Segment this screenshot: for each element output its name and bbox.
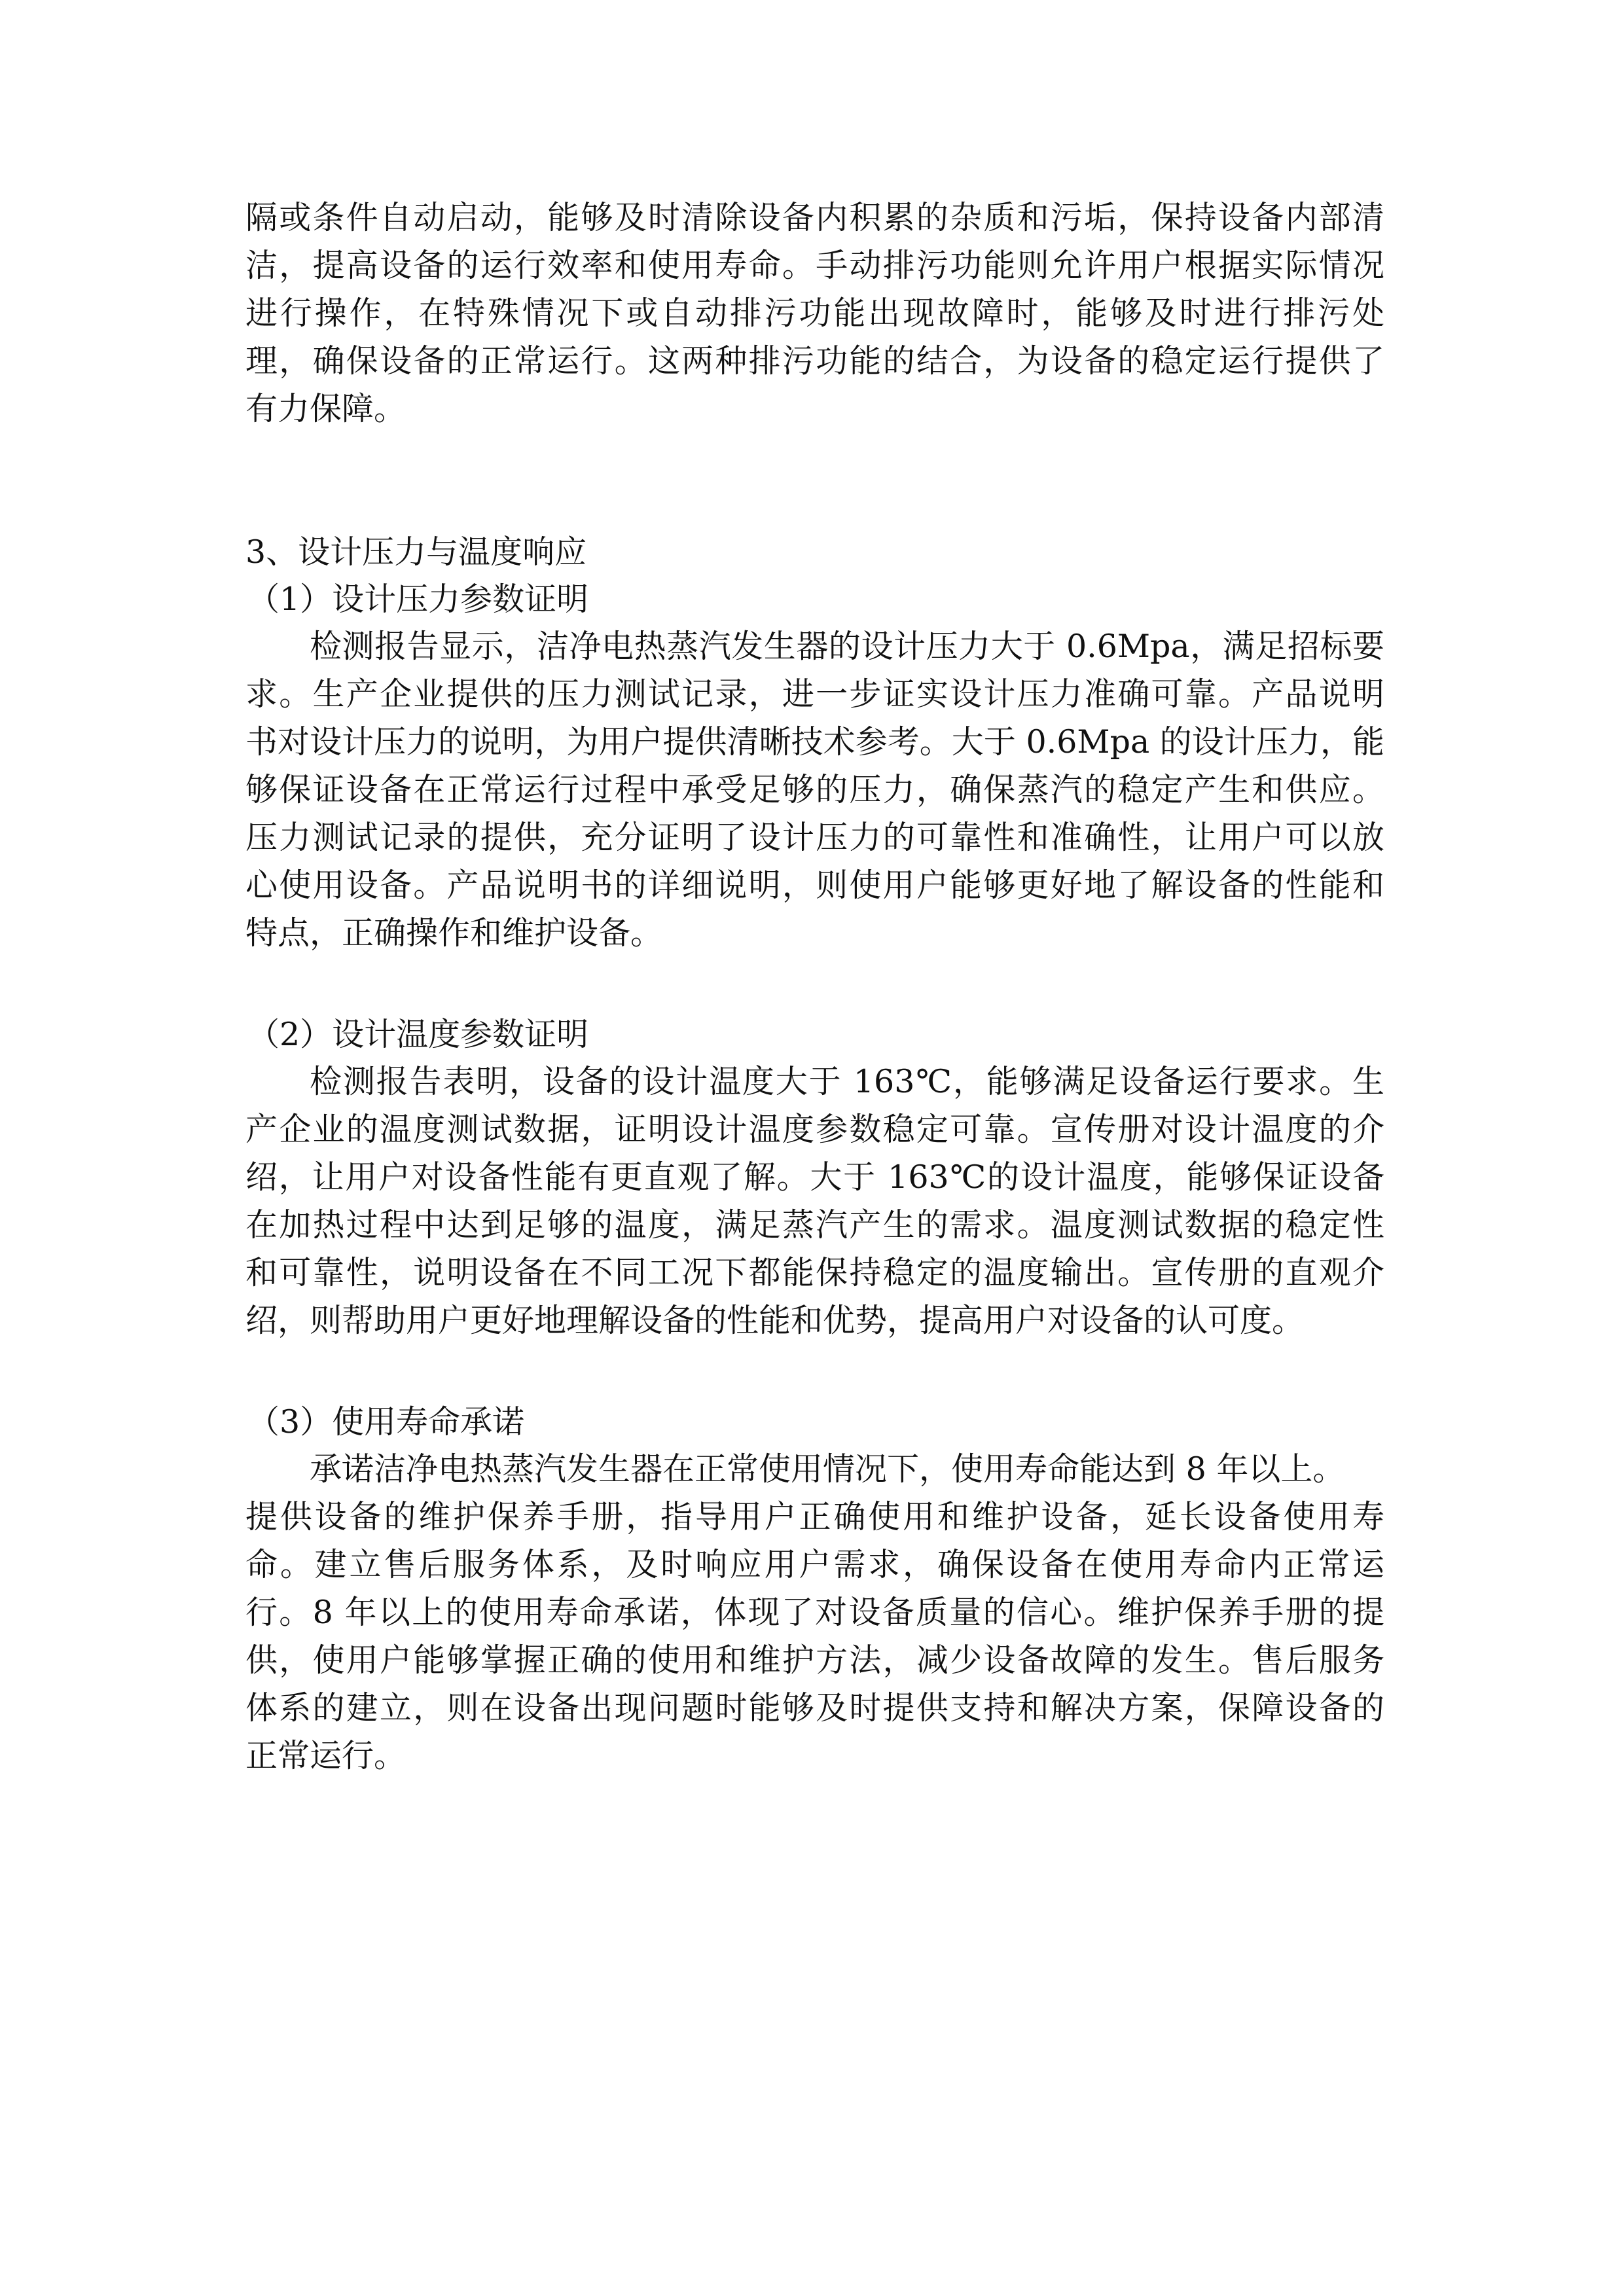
text-line: 够保证设备在正常运行过程中承受足够的压力，确保蒸汽的稳定产生和供应。 — [245, 771, 1384, 808]
text-line: 特点，正确操作和维护设备。 — [245, 914, 663, 952]
text-line: 产企业的温度测试数据，证明设计温度参数稳定可靠。宣传册对设计温度的介 — [245, 1111, 1384, 1148]
text-line: 检测报告表明，设备的设计温度大于 163℃，能够满足设备运行要求。生 — [310, 1063, 1384, 1100]
text-line: 压力测试记录的提供，充分证明了设计压力的可靠性和准确性，让用户可以放 — [245, 819, 1384, 856]
section-heading: 3、设计压力与温度响应 — [245, 533, 587, 571]
text-line: 检测报告显示，洁净电热蒸汽发生器的设计压力大于 0.6Mpa，满足招标要 — [310, 628, 1384, 665]
text-line: 和可靠性，说明设备在不同工况下都能保持稳定的温度输出。宣传册的直观介 — [245, 1254, 1384, 1291]
text-line: 进行操作，在特殊情况下或自动排污功能出现故障时，能够及时进行排污处 — [245, 295, 1384, 332]
text-line: 理，确保设备的正常运行。这两种排污功能的结合，为设备的稳定运行提供了 — [245, 342, 1384, 380]
text-line: 绍，则帮助用户更好地理解设备的性能和优势，提高用户对设备的认可度。 — [245, 1302, 1305, 1339]
text-line: 绍，让用户对设备性能有更直观了解。大于 163℃的设计温度，能够保证设备 — [245, 1158, 1384, 1196]
text-line: 承诺洁净电热蒸汽发生器在正常使用情况下，使用寿命能达到 8 年以上。 — [310, 1450, 1345, 1488]
subsection-heading: （3）使用寿命承诺 — [247, 1403, 525, 1441]
text-line: 供，使用户能够掌握正确的使用和维护方法，减少设备故障的发生。售后服务 — [245, 1641, 1384, 1679]
text-line: 在加热过程中达到足够的温度，满足蒸汽产生的需求。温度测试数据的稳定性 — [245, 1206, 1384, 1244]
text-line: 命。建立售后服务体系，及时响应用户需求，确保设备在使用寿命内正常运 — [245, 1546, 1384, 1583]
text-line: 洁，提高设备的运行效率和使用寿命。手动排污功能则允许用户根据实际情况 — [245, 247, 1384, 284]
text-line: 体系的建立，则在设备出现问题时能够及时提供支持和解决方案，保障设备的 — [245, 1689, 1384, 1727]
text-line: 正常运行。 — [245, 1737, 406, 1774]
text-line: 隔或条件自动启动，能够及时清除设备内积累的杂质和污垢，保持设备内部清 — [245, 199, 1384, 236]
text-line: 提供设备的维护保养手册，指导用户正确使用和维护设备，延长设备使用寿 — [245, 1498, 1384, 1535]
subsection-heading: （1）设计压力参数证明 — [247, 581, 589, 618]
subsection-heading: （2）设计温度参数证明 — [247, 1016, 589, 1053]
text-line: 行。8 年以上的使用寿命承诺，体现了对设备质量的信心。维护保养手册的提 — [245, 1594, 1384, 1631]
text-line: 有力保障。 — [245, 390, 406, 427]
text-line: 心使用设备。产品说明书的详细说明，则使用户能够更好地了解设备的性能和 — [245, 867, 1384, 904]
text-line: 求。生产企业提供的压力测试记录，进一步证实设计压力准确可靠。产品说明 — [245, 675, 1384, 713]
text-line: 书对设计压力的说明，为用户提供清晰技术参考。大于 0.6Mpa 的设计压力，能 — [245, 723, 1384, 761]
